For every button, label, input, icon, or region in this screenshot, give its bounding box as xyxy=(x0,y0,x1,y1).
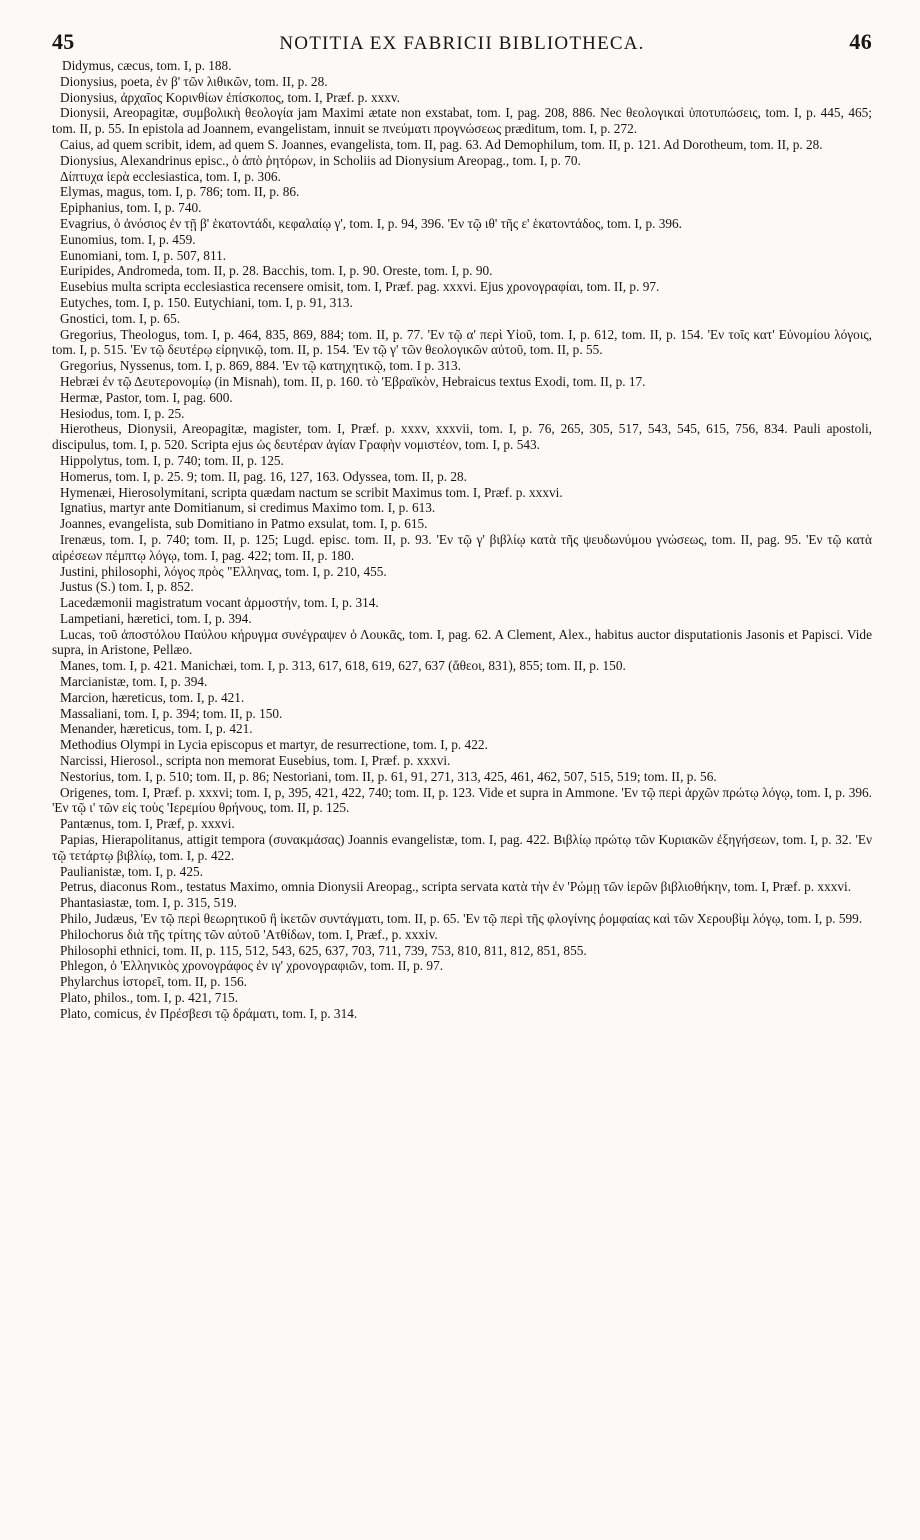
index-entry: Hermæ, Pastor, tom. I, pag. 600. xyxy=(60,389,233,405)
page-header xyxy=(52,30,872,56)
index-entry: Philosophi ethnici, tom. II, p. 115, 512, 543, 625, 637, 703, 711, 739, 753, 810, 811, 812, 851, 855. xyxy=(60,942,587,958)
index-entry: Gnostici, tom. I, p. 65. xyxy=(60,310,181,326)
index-entry: Philo, Judæus, 'Εν τῷ περὶ θεωρητικοῦ ἢ ἱκετῶν συντάγματι, tom. II, p. 65. 'Εν τῷ περὶ τῆς φλογίνης ῥομφαίας καὶ τῶν Χερουβὶμ λόγῳ, tom. I, p. 599. xyxy=(60,911,863,927)
index-entry: Gregorius, Theologus, tom. I, p. 464, 835, 869, 884; tom. II, p. 77. 'Εν τῷ α' περὶ Υἱοῦ, tom. I, p. 612, tom. II, p. 154. 'Εν τοῖς κατ' Εὐνομίου λόγοις, tom. I, p. 515. 'Εν τῷ δευτέρῳ εἰρηνικῷ, tom. II, p. 154. 'Εν τῷ γ' τῶν θεολογικῶν αὐτοῦ, tom. II, p. 55. xyxy=(52,326,872,358)
index-entry: Hippolytus, tom. I, p. 740; tom. II, p. 125. xyxy=(60,452,284,468)
index-entry: Elymas, magus, tom. I, p. 786; tom. II, p. 86. xyxy=(60,184,300,200)
index-entry: Euripides, Andromeda, tom. II, p. 28. Bacchis, tom. I, p. 90. Oreste, tom. I, p. 90. xyxy=(60,263,493,279)
index-entry: Phylarchus ἱστορεῖ, tom. II, p. 156. xyxy=(60,974,248,990)
index-entry: Justini, philosophi, λόγος πρὸς "Ελληνας, tom. I, p. 210, 455. xyxy=(60,563,387,579)
index-entry: Didymus, cæcus, tom. I, p. 188. xyxy=(62,58,232,73)
page-number-left: 45 xyxy=(52,29,75,54)
index-entry: Philochorus διὰ τῆς τρίτης τῶν αὐτοῦ 'Ατθίδων, tom. I, Præf., p. xxxiv. xyxy=(60,926,438,942)
index-entry: Epiphanius, tom. I, p. 740. xyxy=(60,200,202,216)
page-number-right: 46 xyxy=(849,29,872,54)
index-entries xyxy=(52,58,872,1022)
index-entry: Narcissi, Hierosol., scripta non memorat Eusebius, tom. I, Præf. p. xxxvi. xyxy=(60,753,451,769)
index-entry: Pantænus, tom. I, Præf, p. xxxvi. xyxy=(60,816,235,832)
index-entry: Phantasiastæ, tom. I, p. 315, 519. xyxy=(60,895,237,911)
index-entry: Eusebius multa scripta ecclesiastica recensere omisit, tom. I, Præf. pag. xxxvi. Ejus χρονογραφίαι, tom. II, p. 97. xyxy=(60,279,660,295)
index-entry: Dionysius, poeta, ἐν β' τῶν λιθικῶν, tom. II, p. 28. xyxy=(60,73,328,89)
index-entry: Petrus, diaconus Rom., testatus Maximo, omnia Dionysii Areopag., scripta servata κατὰ τὴν ἐν 'Ρώμῃ τῶν ἱερῶν βιβλιοθήκην, tom. I, Præf. p. xxxvi. xyxy=(60,879,852,895)
index-entry: Lampetiani, hæretici, tom. I, p. 394. xyxy=(60,610,252,626)
index-entry: Evagrius, ὁ ἀνόσιος ἐν τῇ β' ἑκατοντάδι, κεφαλαίῳ γ', tom. I, p. 94, 396. 'Εν τῷ ιθ' τῆς ε' ἑκατοντάδος, tom. I, p. 396. xyxy=(60,215,683,231)
index-entry: Gregorius, Nyssenus, tom. I, p. 869, 884. 'Εν τῷ κατηχητικῷ, tom. I p. 313. xyxy=(60,358,461,374)
index-entry: Marcion, hæreticus, tom. I, p. 421. xyxy=(60,689,245,705)
index-entry: Hesiodus, tom. I, p. 25. xyxy=(60,405,185,421)
index-entry: Origenes, tom. I, Præf. p. xxxvi; tom. I, p, 395, 421, 422, 740; tom. II, p. 123. Vide et supra in Ammone. 'Εν τῷ περὶ ἀρχῶν πρώτῳ λόγῳ, tom. I, p. 396. 'Εν τῷ ι' τῶν εἰς τοὺς 'Ιερεμίου θρήνους, tom. II, p. 125. xyxy=(52,784,872,816)
index-entry: Massaliani, tom. I, p. 394; tom. II, p. 150. xyxy=(60,705,283,721)
index-entry: Nestorius, tom. I, p. 510; tom. II, p. 86; Nestoriani, tom. II, p. 61, 91, 271, 313, 425, 461, 462, 507, 515, 519; tom. II, p. 56. xyxy=(60,768,717,784)
index-entry: Eutyches, tom. I, p. 150. Eutychiani, tom. I, p. 91, 313. xyxy=(60,294,353,310)
index-entry: Caius, ad quem scribit, idem, ad quem S. Joannes, evangelista, tom. II, pag. 63. Ad Demophilum, tom. II, p. 121. Ad Dorotheum, tom. II, p. 28. xyxy=(60,136,823,152)
index-entry: Dionysius, ἀρχαῖος Κορινθίων ἐπίσκοπος, tom. I, Præf. p. xxxv. xyxy=(60,89,400,105)
index-entry: Δίπτυχα ἱερὰ ecclesiastica, tom. I, p. 306. xyxy=(60,168,281,184)
index-entry: Menander, hæreticus, tom. I, p. 421. xyxy=(60,721,253,737)
index-entry: Eunomiani, tom. I, p. 507, 811. xyxy=(60,247,227,263)
index-entry: Dionysius, Alexandrinus episc., ὁ ἀπὸ ῥητόρων, in Scholiis ad Dionysium Areopag., tom. I, p. 70. xyxy=(60,152,581,168)
index-entry: Marcianistæ, tom. I, p. 394. xyxy=(60,674,208,690)
index-entry: Manes, tom. I, p. 421. Manichæi, tom. I, p. 313, 617, 618, 619, 627, 637 (ἄθεοι, 831), 855; tom. II, p. 150. xyxy=(60,658,626,674)
index-entry: Homerus, tom. I, p. 25. 9; tom. II, pag. 16, 127, 163. Odyssea, tom. II, p. 28. xyxy=(60,468,467,484)
index-entry: Lucas, τοῦ ἀποστόλου Παύλου κήρυγμα συνέγραψεν ὁ Λουκᾶς, tom. I, pag. 62. A Clement, Alex., habitus auctor disputationis Jasonis et Papisci. Vide supra, in Aristone, Pellæo. xyxy=(52,626,872,658)
index-entry: Hymenæi, Hierosolymitani, scripta quædam nactum se scribit Maximus tom. I, Præf. p. xxxvi. xyxy=(60,484,563,500)
index-entry: Hebræi ἐν τῷ Δευτερονομίῳ (in Misnah), tom. II, p. 160. τὸ 'Εβραϊκὸν, Hebraicus textus Exodi, tom. II, p. 17. xyxy=(60,373,646,389)
index-entry: Hierotheus, Dionysii, Areopagitæ, magister, tom. I, Præf. p. xxxv, xxxvii, tom. I, p. 76, 265, 305, 517, 543, 545, 615, 756, 834. Pauli apostoli, discipulus, tom. I, p. 520. Scripta ejus ὡς δευτέραν ἁγίαν Γραφὴν νομιστέον, tom. I, p. 543. xyxy=(52,421,872,453)
index-entry: Papias, Hierapolitanus, attigit tempora (συνακμάσας) Joannis evangelistæ, tom. I, pag. 422. Βιβλίῳ πρώτῳ τῶν Κυριακῶν ἐξηγήσεων, tom. I, p. 32. 'Εν τῷ τετάρτῳ βιβλίῳ, tom. I, p. 422. xyxy=(52,832,872,863)
index-entry: Methodius Olympi in Lycia episcopus et martyr, de resurrectione, tom. I, p. 422. xyxy=(60,737,488,753)
index-entry: Phlegon, ὁ 'Ελληνικὸς χρονογράφος ἐν ιγ' χρονογραφιῶν, tom. II, p. 97. xyxy=(60,958,444,974)
index-entry: Paulianistæ, tom. I, p. 425. xyxy=(60,863,203,879)
index-entry: Plato, philos., tom. I, p. 421, 715. xyxy=(60,990,239,1006)
index-entry: Irenæus, tom. I, p. 740; tom. II, p. 125; Lugd. episc. tom. II, p. 93. 'Εν τῷ γ' βιβλίῳ κατὰ τῆς ψευδωνύμου γνώσεως, tom. II, pag. 95. 'Εν τῷ κατὰ αἱρέσεων πέμπτῳ λόγῳ, tom. I, pag. 422; tom. II, p. 180. xyxy=(52,531,872,563)
index-entry: Lacedæmonii magistratum vocant ἁρμοστήν, tom. I, p. 314. xyxy=(60,595,379,611)
index-entry: Justus (S.) tom. I, p. 852. xyxy=(60,579,194,595)
index-entry: Ignatius, martyr ante Domitianum, si credimus Maximo tom. I, p. 613. xyxy=(60,500,436,516)
index-entry: Plato, comicus, ἐν Πρέσβεσι τῷ δράματι, tom. I, p. 314. xyxy=(60,1005,358,1021)
index-entry: Dionysii, Areopagitæ, συμβολικὴ θεολογία jam Maximi ætate non exstabat, tom. I, pag. 208, 886. Nec θεολογικαὶ ὑποτυπώσεις, tom. I, p. 445, 465; tom. II, p. 55. In epistola ad Joannem, evangelistam, innuit se πνεύματι προγνώσεως præditum, tom. I, p. 272. xyxy=(52,105,872,137)
index-entry: Eunomius, tom. I, p. 459. xyxy=(60,231,196,247)
running-title: NOTITIA EX FABRICII BIBLIOTHECA. xyxy=(279,33,645,54)
index-entry: Joannes, evangelista, sub Domitiano in Patmo exsulat, tom. I, p. 615. xyxy=(60,516,428,532)
